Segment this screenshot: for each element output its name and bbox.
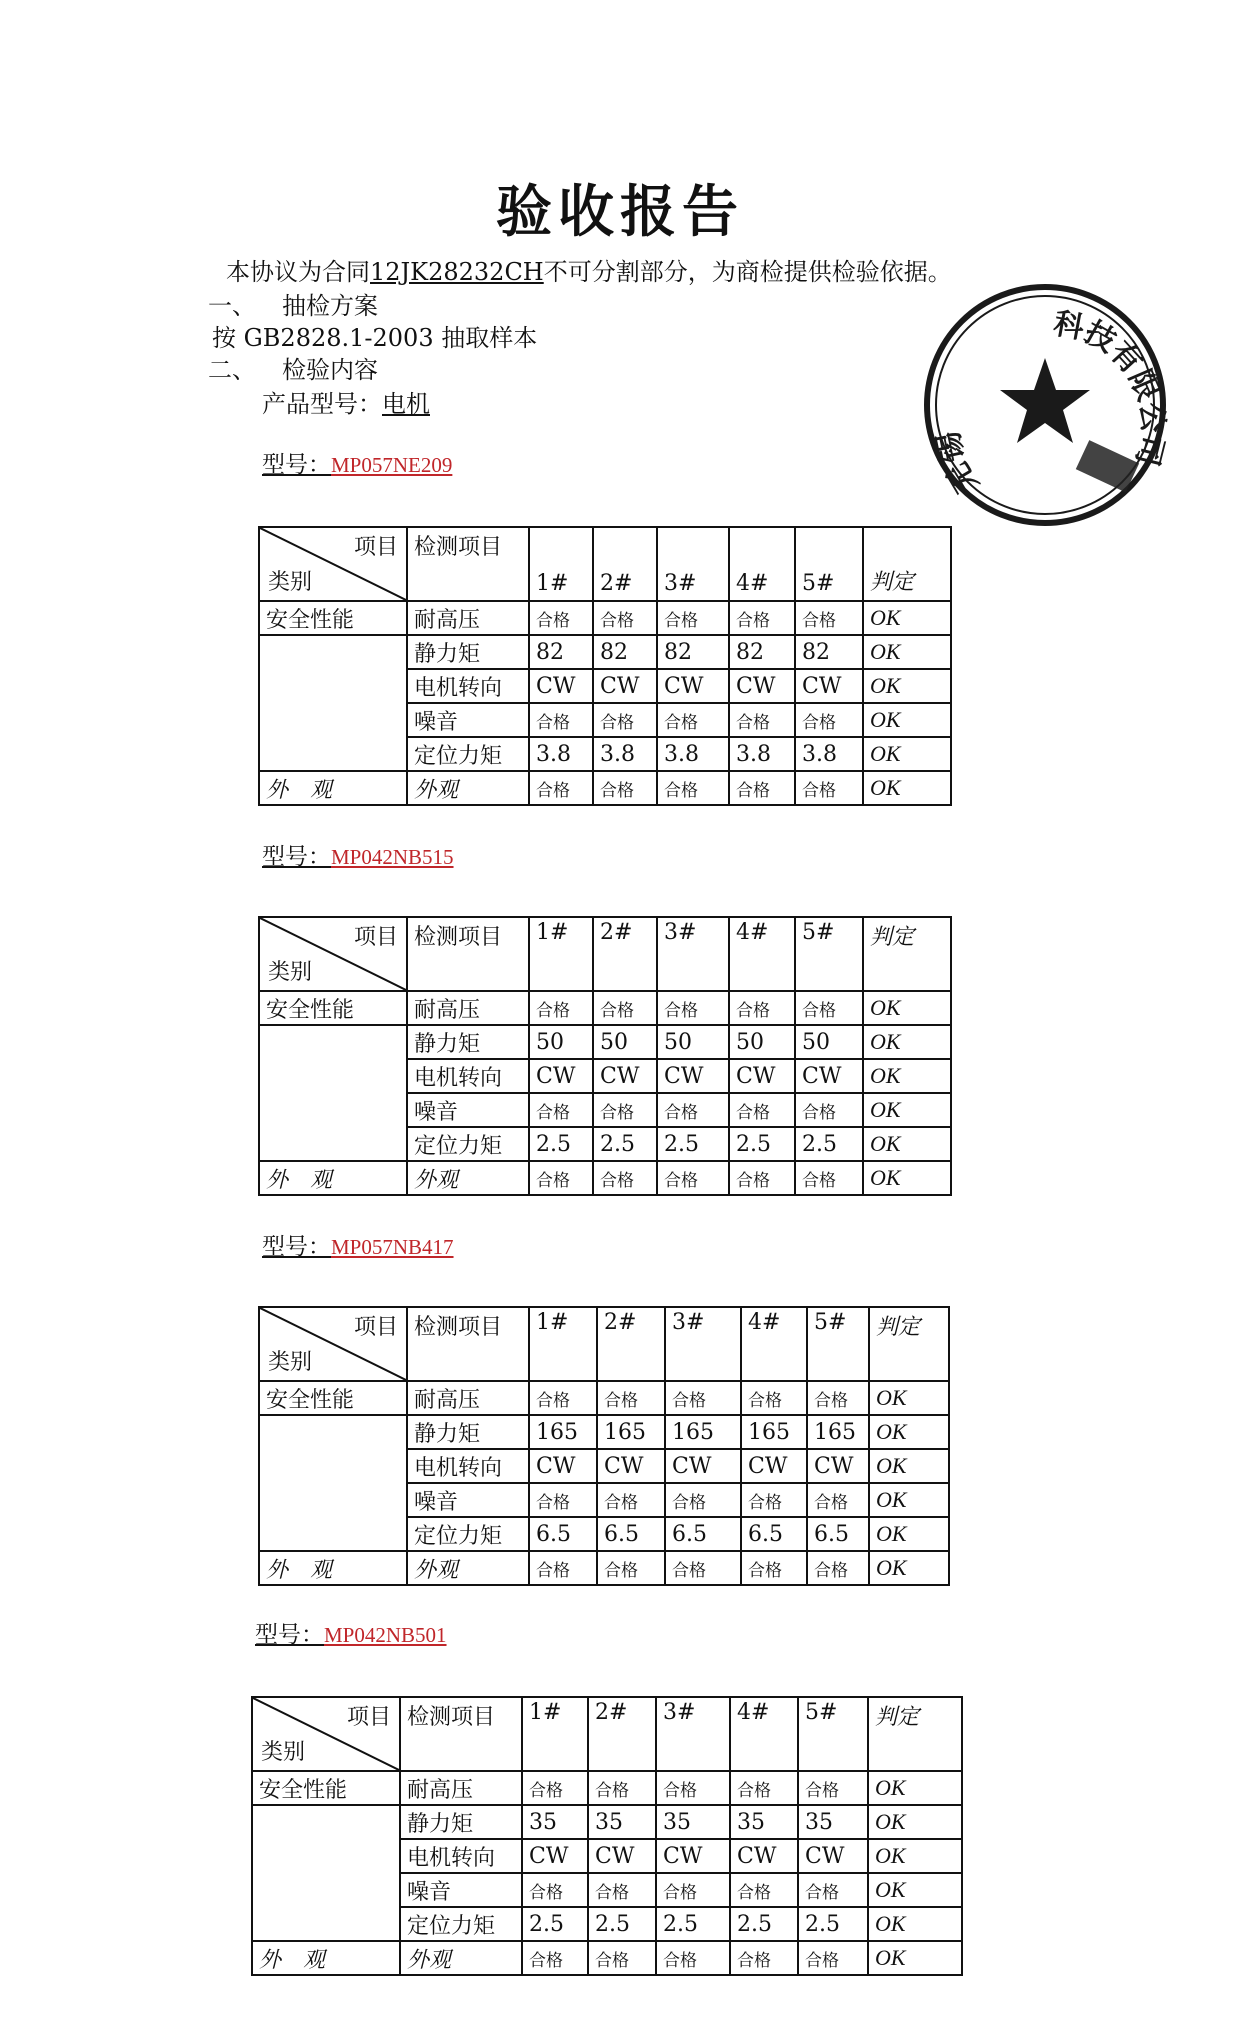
result-cell: 合格: [657, 703, 729, 737]
header-sample-1: 1#: [529, 917, 593, 991]
seal-text: 无锡 科技有限公司: [930, 306, 1170, 500]
category-blank: [259, 737, 407, 771]
intro-prefix: 本协议为合同: [226, 258, 370, 286]
result-cell: 合格: [657, 601, 729, 635]
intro-suffix: 不可分割部分，为商检提供检验依据。: [543, 258, 952, 286]
result-cell: 合格: [593, 601, 657, 635]
product-type-label: 产品型号：: [262, 390, 382, 418]
verdict-cell: OK: [863, 1161, 951, 1195]
test-static-torque: 静力矩: [400, 1805, 522, 1839]
value-cell: 2.5: [657, 1127, 729, 1161]
result-cell: 合格: [730, 1873, 798, 1907]
result-cell: 合格: [529, 991, 593, 1025]
table-row: [259, 1483, 949, 1517]
product-type: [262, 384, 430, 419]
header-category: 类别: [268, 1350, 313, 1375]
verdict-cell: OK: [868, 1873, 962, 1907]
header-test-item: 检测项目: [407, 917, 529, 991]
value-cell: 35: [522, 1805, 588, 1839]
value-cell: CW: [593, 1059, 657, 1093]
header-verdict: 判定: [863, 917, 951, 991]
result-cell: 合格: [729, 1161, 795, 1195]
verdict-cell: OK: [869, 1551, 949, 1585]
test-detent-torque: 定位力矩: [407, 1517, 529, 1551]
result-cell: 合格: [529, 1381, 597, 1415]
category-blank: [259, 1517, 407, 1551]
sampling-plan: 按 GB2828.1-2003 抽取样本: [212, 324, 538, 352]
section-2-number: 二、: [208, 356, 256, 384]
verdict-cell: OK: [869, 1415, 949, 1449]
value-cell: 3.8: [729, 737, 795, 771]
result-cell: 合格: [657, 771, 729, 805]
category-appearance: 外 观: [252, 1941, 400, 1975]
section-2-title: 检验内容: [282, 356, 378, 384]
result-cell: 合格: [798, 1873, 868, 1907]
value-cell: CW: [657, 669, 729, 703]
table-row: [259, 1551, 949, 1585]
verdict-cell: OK: [868, 1907, 962, 1941]
value-cell: CW: [741, 1449, 807, 1483]
category-appearance: 外 观: [259, 1551, 407, 1585]
value-cell: 2.5: [593, 1127, 657, 1161]
model-code: MP042NB515: [331, 845, 454, 869]
result-cell: 合格: [529, 601, 593, 635]
result-cell: 合格: [665, 1551, 741, 1585]
value-cell: CW: [729, 1059, 795, 1093]
category-blank: [259, 1415, 407, 1449]
value-cell: 35: [588, 1805, 656, 1839]
table-header-row: [259, 917, 951, 991]
table-row: [259, 669, 951, 703]
result-cell: 合格: [588, 1771, 656, 1805]
product-type-value: 电机: [382, 390, 430, 418]
header-verdict: 判定: [863, 527, 951, 601]
value-cell: 6.5: [665, 1517, 741, 1551]
header-test-item: 检测项目: [400, 1697, 522, 1771]
category-blank: [259, 1093, 407, 1127]
test-static-torque: 静力矩: [407, 1025, 529, 1059]
company-seal: [920, 280, 1170, 530]
value-cell: 82: [593, 635, 657, 669]
result-cell: 合格: [657, 1093, 729, 1127]
value-cell: CW: [807, 1449, 869, 1483]
value-cell: 35: [656, 1805, 730, 1839]
category-blank: [252, 1839, 400, 1873]
value-cell: 82: [729, 635, 795, 669]
category-appearance: 外 观: [259, 1161, 407, 1195]
value-cell: 165: [597, 1415, 665, 1449]
test-static-torque: 静力矩: [407, 1415, 529, 1449]
header-test-item: 检测项目: [407, 1307, 529, 1381]
result-cell: 合格: [529, 771, 593, 805]
category-blank: [252, 1907, 400, 1941]
header-sample-5: 5#: [807, 1307, 869, 1381]
value-cell: CW: [656, 1839, 730, 1873]
test-noise: 噪音: [407, 1093, 529, 1127]
category-blank: [259, 703, 407, 737]
value-cell: 2.5: [588, 1907, 656, 1941]
value-cell: 2.5: [529, 1127, 593, 1161]
test-high-voltage: 耐高压: [407, 991, 529, 1025]
table-row: [259, 1517, 949, 1551]
result-cell: 合格: [807, 1483, 869, 1517]
table-row: [259, 1093, 951, 1127]
result-cell: 合格: [729, 1093, 795, 1127]
result-cell: 合格: [593, 1161, 657, 1195]
value-cell: 2.5: [729, 1127, 795, 1161]
result-cell: 合格: [593, 1093, 657, 1127]
header-sample-5: 5#: [795, 917, 863, 991]
value-cell: CW: [588, 1839, 656, 1873]
value-cell: 82: [529, 635, 593, 669]
result-cell: 合格: [522, 1771, 588, 1805]
value-cell: 6.5: [529, 1517, 597, 1551]
model-heading-4: [255, 1616, 447, 1649]
verdict-cell: OK: [869, 1517, 949, 1551]
test-direction: 电机转向: [407, 1059, 529, 1093]
model-heading-2: [262, 838, 454, 871]
verdict-cell: OK: [863, 1093, 951, 1127]
table-row: [259, 1449, 949, 1483]
table-row: [259, 1025, 951, 1059]
value-cell: 6.5: [807, 1517, 869, 1551]
value-cell: CW: [657, 1059, 729, 1093]
verdict-cell: OK: [863, 601, 951, 635]
result-cell: 合格: [522, 1873, 588, 1907]
header-test-item: 检测项目: [407, 527, 529, 601]
header-category: 类别: [268, 570, 313, 595]
header-diagonal-cell: [259, 917, 407, 991]
model-label: 型号：: [262, 1234, 331, 1260]
result-cell: 合格: [795, 1093, 863, 1127]
result-cell: 合格: [593, 703, 657, 737]
header-verdict: 判定: [869, 1307, 949, 1381]
category-safety: 安全性能: [259, 1381, 407, 1415]
test-high-voltage: 耐高压: [407, 601, 529, 635]
result-cell: 合格: [597, 1381, 665, 1415]
header-sample-1: 1#: [529, 1307, 597, 1381]
value-cell: 50: [657, 1025, 729, 1059]
value-cell: 165: [665, 1415, 741, 1449]
table-row: [259, 771, 951, 805]
result-cell: 合格: [730, 1941, 798, 1975]
star-icon: [1000, 358, 1090, 443]
value-cell: 3.8: [795, 737, 863, 771]
result-cell: 合格: [593, 771, 657, 805]
header-category: 类别: [268, 960, 313, 985]
table-row: [252, 1907, 962, 1941]
table-row: [259, 703, 951, 737]
category-blank: [259, 1127, 407, 1161]
header-item: 项目: [353, 1315, 398, 1340]
test-direction: 电机转向: [400, 1839, 522, 1873]
value-cell: CW: [529, 1059, 593, 1093]
value-cell: 35: [798, 1805, 868, 1839]
category-blank: [259, 1483, 407, 1517]
test-appearance: 外观: [407, 1161, 529, 1195]
value-cell: 3.8: [657, 737, 729, 771]
verdict-cell: OK: [863, 1127, 951, 1161]
value-cell: 165: [807, 1415, 869, 1449]
page-title: 验收报告: [496, 179, 744, 245]
verdict-cell: OK: [869, 1381, 949, 1415]
verdict-cell: OK: [863, 737, 951, 771]
table-row: [259, 1127, 951, 1161]
inspection-table-4: [251, 1696, 963, 1976]
test-detent-torque: 定位力矩: [407, 1127, 529, 1161]
verdict-cell: OK: [868, 1839, 962, 1873]
value-cell: 3.8: [593, 737, 657, 771]
value-cell: 3.8: [529, 737, 593, 771]
verdict-cell: OK: [863, 703, 951, 737]
result-cell: 合格: [795, 601, 863, 635]
test-high-voltage: 耐高压: [407, 1381, 529, 1415]
verdict-cell: OK: [869, 1483, 949, 1517]
value-cell: CW: [593, 669, 657, 703]
value-cell: CW: [529, 1449, 597, 1483]
result-cell: 合格: [807, 1551, 869, 1585]
value-cell: 50: [593, 1025, 657, 1059]
category-blank: [259, 1025, 407, 1059]
header-sample-5: 5#: [798, 1697, 868, 1771]
table-row: [259, 1161, 951, 1195]
header-diagonal-cell: [252, 1697, 400, 1771]
value-cell: 165: [529, 1415, 597, 1449]
value-cell: 50: [795, 1025, 863, 1059]
model-heading-1: [262, 446, 452, 479]
value-cell: CW: [798, 1839, 868, 1873]
result-cell: 合格: [795, 771, 863, 805]
value-cell: 82: [795, 635, 863, 669]
verdict-cell: OK: [863, 771, 951, 805]
verdict-cell: OK: [868, 1941, 962, 1975]
verdict-cell: OK: [869, 1449, 949, 1483]
header-sample-3: 3#: [656, 1697, 730, 1771]
model-heading-3: [262, 1228, 454, 1261]
result-cell: 合格: [522, 1941, 588, 1975]
result-cell: 合格: [729, 703, 795, 737]
result-cell: 合格: [656, 1771, 730, 1805]
value-cell: 6.5: [741, 1517, 807, 1551]
result-cell: 合格: [656, 1941, 730, 1975]
table-row: [252, 1873, 962, 1907]
table-row: [259, 1415, 949, 1449]
table-row: [259, 991, 951, 1025]
header-sample-1: 1#: [522, 1697, 588, 1771]
value-cell: 2.5: [656, 1907, 730, 1941]
header-sample-4: 4#: [729, 527, 795, 601]
category-blank: [259, 1059, 407, 1093]
result-cell: 合格: [593, 991, 657, 1025]
model-code: MP057NE209: [331, 453, 453, 477]
inspection-table-3: [258, 1306, 950, 1586]
value-cell: CW: [795, 669, 863, 703]
header-sample-4: 4#: [730, 1697, 798, 1771]
result-cell: 合格: [657, 991, 729, 1025]
category-appearance: 外 观: [259, 771, 407, 805]
value-cell: 165: [741, 1415, 807, 1449]
verdict-cell: OK: [863, 991, 951, 1025]
verdict-cell: OK: [863, 1025, 951, 1059]
category-safety: 安全性能: [259, 601, 407, 635]
category-blank: [252, 1805, 400, 1839]
test-direction: 电机转向: [407, 1449, 529, 1483]
category-blank: [259, 669, 407, 703]
header-sample-3: 3#: [657, 917, 729, 991]
result-cell: 合格: [529, 703, 593, 737]
table-row: [259, 737, 951, 771]
result-cell: 合格: [656, 1873, 730, 1907]
result-cell: 合格: [798, 1771, 868, 1805]
section-1-title: 抽检方案: [282, 292, 378, 320]
result-cell: 合格: [588, 1873, 656, 1907]
result-cell: 合格: [529, 1093, 593, 1127]
value-cell: CW: [795, 1059, 863, 1093]
category-safety: 安全性能: [259, 991, 407, 1025]
table-row: [252, 1771, 962, 1805]
value-cell: CW: [665, 1449, 741, 1483]
value-cell: 2.5: [795, 1127, 863, 1161]
value-cell: CW: [522, 1839, 588, 1873]
table-header-row: [252, 1697, 962, 1771]
value-cell: 2.5: [522, 1907, 588, 1941]
test-detent-torque: 定位力矩: [400, 1907, 522, 1941]
test-noise: 噪音: [400, 1873, 522, 1907]
header-item: 项目: [346, 1705, 391, 1730]
table-header-row: [259, 1307, 949, 1381]
verdict-cell: OK: [863, 635, 951, 669]
test-high-voltage: 耐高压: [400, 1771, 522, 1805]
result-cell: 合格: [597, 1483, 665, 1517]
header-sample-2: 2#: [593, 527, 657, 601]
test-noise: 噪音: [407, 1483, 529, 1517]
header-diagonal-cell: [259, 1307, 407, 1381]
verdict-cell: OK: [868, 1771, 962, 1805]
test-appearance: 外观: [407, 1551, 529, 1585]
table-row: [259, 635, 951, 669]
table-row: [252, 1839, 962, 1873]
value-cell: CW: [730, 1839, 798, 1873]
model-code: MP057NB417: [331, 1235, 454, 1259]
header-sample-5: 5#: [795, 527, 863, 601]
value-cell: 2.5: [798, 1907, 868, 1941]
result-cell: 合格: [729, 601, 795, 635]
result-cell: 合格: [795, 1161, 863, 1195]
result-cell: 合格: [795, 991, 863, 1025]
header-item: 项目: [353, 535, 398, 560]
value-cell: 6.5: [597, 1517, 665, 1551]
header-sample-3: 3#: [657, 527, 729, 601]
header-category: 类别: [261, 1740, 306, 1765]
header-item: 项目: [353, 925, 398, 950]
result-cell: 合格: [588, 1941, 656, 1975]
value-cell: 82: [657, 635, 729, 669]
header-sample-2: 2#: [593, 917, 657, 991]
header-diagonal-cell: [259, 527, 407, 601]
section-1-number: 一、: [208, 292, 256, 320]
result-cell: 合格: [730, 1771, 798, 1805]
result-cell: 合格: [729, 991, 795, 1025]
header-sample-2: 2#: [597, 1307, 665, 1381]
result-cell: 合格: [665, 1381, 741, 1415]
table-row: [259, 1381, 949, 1415]
result-cell: 合格: [807, 1381, 869, 1415]
value-cell: 35: [730, 1805, 798, 1839]
table-row: [259, 1059, 951, 1093]
test-static-torque: 静力矩: [407, 635, 529, 669]
test-noise: 噪音: [407, 703, 529, 737]
test-detent-torque: 定位力矩: [407, 737, 529, 771]
contract-number: 12JK28232CH: [370, 258, 544, 286]
result-cell: 合格: [729, 771, 795, 805]
model-code: MP042NB501: [324, 1623, 447, 1647]
header-sample-2: 2#: [588, 1697, 656, 1771]
table-row: [259, 601, 951, 635]
value-cell: 50: [529, 1025, 593, 1059]
result-cell: 合格: [741, 1381, 807, 1415]
result-cell: 合格: [529, 1483, 597, 1517]
value-cell: 50: [729, 1025, 795, 1059]
result-cell: 合格: [795, 703, 863, 737]
value-cell: CW: [529, 669, 593, 703]
test-appearance: 外观: [400, 1941, 522, 1975]
test-direction: 电机转向: [407, 669, 529, 703]
header-sample-1: 1#: [529, 527, 593, 601]
value-cell: CW: [597, 1449, 665, 1483]
result-cell: 合格: [665, 1483, 741, 1517]
header-verdict: 判定: [868, 1697, 962, 1771]
header-sample-4: 4#: [729, 917, 795, 991]
value-cell: CW: [729, 669, 795, 703]
result-cell: 合格: [657, 1161, 729, 1195]
table-row: [252, 1941, 962, 1975]
verdict-cell: OK: [863, 1059, 951, 1093]
verdict-cell: OK: [868, 1805, 962, 1839]
value-cell: 2.5: [730, 1907, 798, 1941]
result-cell: 合格: [529, 1161, 593, 1195]
test-appearance: 外观: [407, 771, 529, 805]
result-cell: 合格: [798, 1941, 868, 1975]
model-label: 型号：: [255, 1622, 324, 1648]
result-cell: 合格: [597, 1551, 665, 1585]
category-blank: [252, 1873, 400, 1907]
intro-line: [226, 252, 952, 287]
model-label: 型号：: [262, 844, 331, 870]
table-row: [252, 1805, 962, 1839]
verdict-cell: OK: [863, 669, 951, 703]
category-safety: 安全性能: [252, 1771, 400, 1805]
header-sample-4: 4#: [741, 1307, 807, 1381]
header-sample-3: 3#: [665, 1307, 741, 1381]
inspection-table-2: [258, 916, 952, 1196]
table-header-row: [259, 527, 951, 601]
category-blank: [259, 1449, 407, 1483]
result-cell: 合格: [741, 1551, 807, 1585]
result-cell: 合格: [529, 1551, 597, 1585]
category-blank: [259, 635, 407, 669]
result-cell: 合格: [741, 1483, 807, 1517]
inspection-table-1: [258, 526, 952, 806]
model-label: 型号：: [262, 452, 331, 478]
